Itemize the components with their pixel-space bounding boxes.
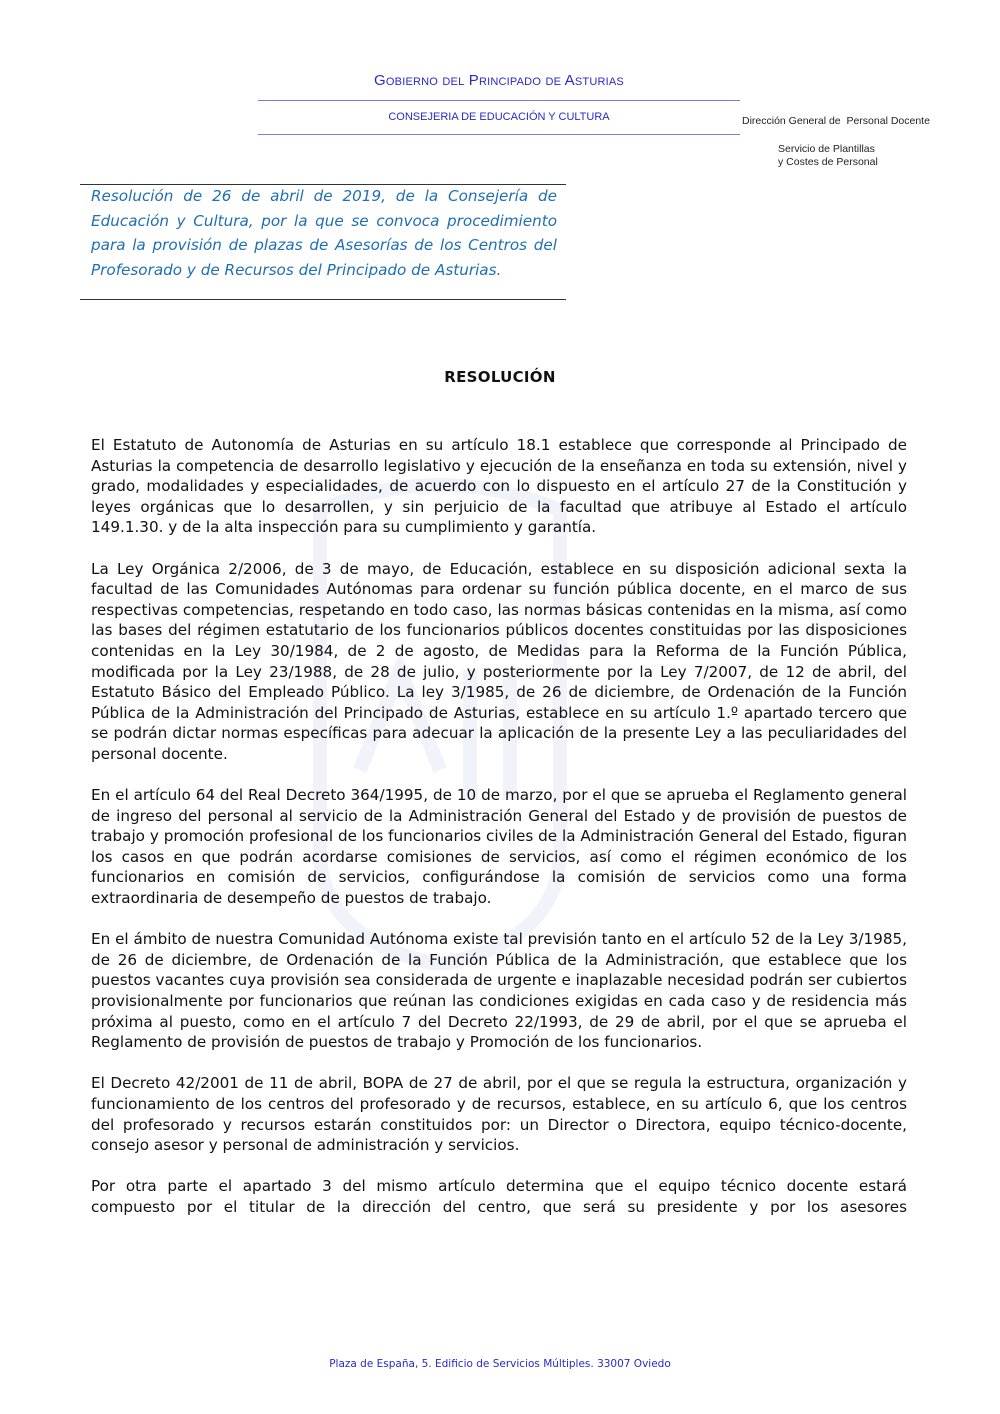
document-heading: RESOLUCIÓN xyxy=(444,368,556,386)
directorate-name: Dirección General de Personal Docente xyxy=(742,115,930,127)
footer-address: Plaza de España, 5. Edificio de Servicios Múltiples. 33007 Oviedo xyxy=(329,1358,671,1370)
body-paragraph: En el artículo 64 del Real Decreto 364/1995, de 10 de marzo, por el que se aprueba el Reglamento general de ingreso del personal al servicio de la Administración General del Estado y de provisión de puestos de trabajo y promoción profesional de los funcionarios civiles de la Administración General del Estado, figuran los casos en que podrán acordarse comisiones de servicios, así como el régimen económico de los funcionarios en comisión de servicios, configurándose la comisión de servicios como una forma extraordinaria de desempeño de puestos de trabajo. xyxy=(91,786,907,908)
body-paragraph: El Estatuto de Autonomía de Asturias en su artículo 18.1 establece que corresponde al Principado de Asturias la competencia de desarrollo legislativo y ejecución de la enseñanza en toda su extensión, nivel y grado, modalidades y especialidades, de acuerdo con lo dispuesto en el artículo 27 de la Constitución y leyes orgánicas que lo desarrollen, y sin perjuicio de la facultad que atribuye al Estado el artículo 149.1.30. y de la alta inspección para su cumplimiento y garantía. xyxy=(91,436,907,537)
government-title: Gobierno del Principado de Asturias xyxy=(374,72,624,89)
document-body xyxy=(91,435,907,1238)
header-rule-bottom xyxy=(258,134,740,135)
service-line-2: y Costes de Personal xyxy=(778,156,878,168)
body-paragraph: En el ámbito de nuestra Comunidad Autónoma existe tal previsión tanto en el artículo 52 de la Ley 3/1985, de 26 de diciembre, de Ordenación de la Función Pública de la Administración, que establece que los puestos vacantes cuya provisión sea considerada de urgente e inaplazable necesidad podrán ser cubiertos provisionalmente por funcionarios que reúnan las condiciones exigidas en cada caso y de residencia más próxima al puesto, como en el artículo 7 del Decreto 22/1993, de 29 de abril, por el que se aprueba el Reglamento de provisión de puestos de trabajo y Promoción de los funcionarios. xyxy=(91,930,907,1052)
body-paragraph: Por otra parte el apartado 3 del mismo artículo determina que el equipo técnico docente estará compuesto por el titular de la dirección del centro, que será su presidente y por los asesores xyxy=(91,1177,907,1216)
service-line-1: Servicio de Plantillas xyxy=(778,143,875,155)
body-paragraph: El Decreto 42/2001 de 11 de abril, BOPA de 27 de abril, por el que se regula la estructura, organización y funcionamiento de los centros del profesorado y de recursos, establece, en su artículo 6, que los centros del profesorado y recursos estarán constituidos por: un Director o Directora, equipo técnico-docente, consejo asesor y personal de administración y servicios. xyxy=(91,1074,907,1155)
body-paragraph: La Ley Orgánica 2/2006, de 3 de mayo, de Educación, establece en su disposición adicional sexta la facultad de las Comunidades Autónomas para ordenar su función pública docente, en el marco de sus respectivas competencias, respetando en todo caso, las normas básicas contenidas en la misma, así como las bases del régimen estatutario de los funcionarios públicos docentes constituidas por las disposiciones contenidas en la Ley 30/1984, de 2 de agosto, de Medidas para la Reforma de la Función Pública, modificada por la Ley 23/1988, de 28 de julio, y posteriormente por la Ley 7/2007, de 12 de abril, del Estatuto Básico del Empleado Público. La ley 3/1985, de 26 de diciembre, de Ordenación de la Función Pública de la Administración del Principado de Asturias, establece en su artículo 1.º apartado tercero que se podrán dictar normas específicas para adecuar la aplicación de la presente Ley a las peculiaridades del personal docente. xyxy=(91,559,907,763)
header-rule-top xyxy=(258,100,740,101)
resolution-summary: Resolución de 26 de abril de 2019, de la Consejería de Educación y Cultura, por la que se convoca procedimiento para la provisión de plazas de Asesorías de los Centros del Profesorado y de Recursos del Principado de Asturias. xyxy=(91,187,557,279)
service-name xyxy=(778,143,878,169)
department-name: CONSEJERIA DE EDUCACIÓN Y CULTURA xyxy=(388,111,610,123)
